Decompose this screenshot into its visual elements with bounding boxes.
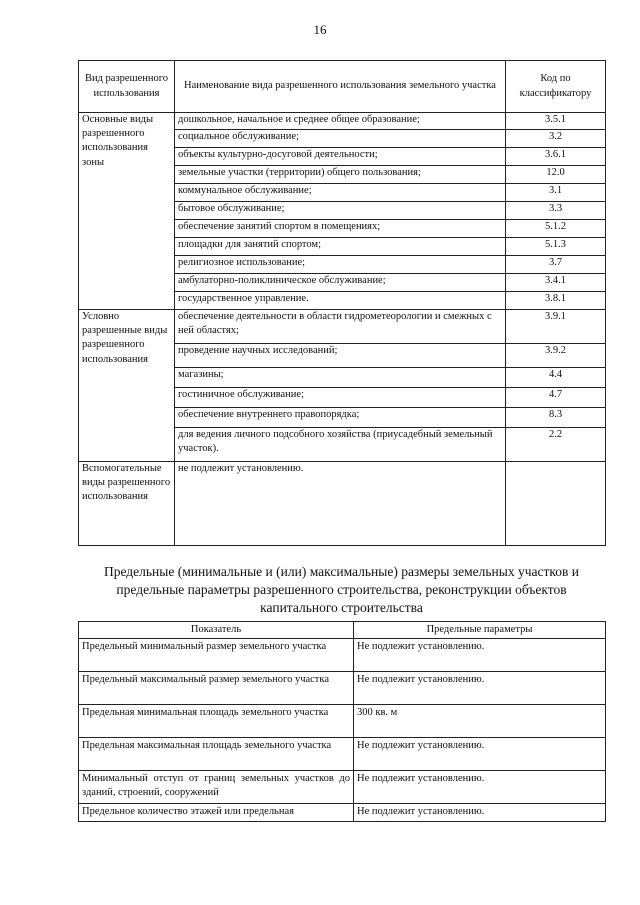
- use-code: 5.1.2: [506, 220, 606, 238]
- use-code: 3.4.1: [506, 274, 606, 292]
- use-code: 4.4: [506, 368, 606, 388]
- use-code: 3.9.1: [506, 310, 606, 344]
- use-name: обеспечение деятельности в области гидрометеорологии и смежных с ней областях;: [175, 310, 506, 344]
- limit-parameters-table: [78, 621, 606, 822]
- use-name: обеспечение внутреннего правопорядка;: [175, 408, 506, 428]
- group-type-main: Основные виды разрешенного использования зоны: [79, 113, 175, 310]
- header-code: Код по классификатору: [506, 61, 606, 113]
- indicator: Предельная максимальная площадь земельного участка: [79, 738, 354, 771]
- limit-value: Не подлежит установлению.: [354, 771, 606, 804]
- use-code: 3.1: [506, 184, 606, 202]
- header-limit-params: Предельные параметры: [354, 622, 606, 639]
- use-name: площадки для занятий спортом;: [175, 238, 506, 256]
- header-indicator: Показатель: [79, 622, 354, 639]
- limit-value: Не подлежит установлению.: [354, 639, 606, 672]
- header-use-name: Наименование вида разрешенного использования земельного участка: [175, 61, 506, 113]
- limit-value: 300 кв. м: [354, 705, 606, 738]
- limit-value: Не подлежит установлению.: [354, 804, 606, 822]
- indicator: Предельная минимальная площадь земельного участка: [79, 705, 354, 738]
- use-code: 3.3: [506, 202, 606, 220]
- indicator: Предельный максимальный размер земельного участка: [79, 672, 354, 705]
- use-name: проведение научных исследований;: [175, 344, 506, 368]
- use-name: объекты культурно-досуговой деятельности;: [175, 148, 506, 166]
- header-use-type: Вид разрешенного использования: [79, 61, 175, 113]
- use-name: для ведения личного подсобного хозяйства (приусадебный земельный участок).: [175, 428, 506, 462]
- use-code: 12.0: [506, 166, 606, 184]
- limit-value: Не подлежит установлению.: [354, 672, 606, 705]
- permitted-use-table: [78, 60, 606, 546]
- use-code: 3.8.1: [506, 292, 606, 310]
- use-name: дошкольное, начальное и среднее общее образование;: [175, 113, 506, 130]
- use-name: социальное обслуживание;: [175, 130, 506, 148]
- use-code: 3.6.1: [506, 148, 606, 166]
- use-name: обеспечение занятий спортом в помещениях;: [175, 220, 506, 238]
- use-code: 3.9.2: [506, 344, 606, 368]
- use-code: 2.2: [506, 428, 606, 462]
- use-name: государственное управление.: [175, 292, 506, 310]
- use-name: амбулаторно-поликлиническое обслуживание;: [175, 274, 506, 292]
- use-code: 3.5.1: [506, 113, 606, 130]
- use-name: земельные участки (территории) общего пользования;: [175, 166, 506, 184]
- indicator: Минимальный отступ от границ земельных участков до зданий, строений, сооружений: [79, 771, 354, 804]
- group-type-conditional: Условно разрешенные виды разрешенного использования: [79, 310, 175, 462]
- indicator: Предельный минимальный размер земельного участка: [79, 639, 354, 672]
- section-heading: Предельные (минимальные и (или) максимальные) размеры земельных участков и предельные параметры разрешенного строительства, реконструкции объектов капитального строительства: [103, 564, 579, 615]
- use-code: 8.3: [506, 408, 606, 428]
- page-number: 16: [313, 22, 327, 37]
- use-name: коммунальное обслуживание;: [175, 184, 506, 202]
- limit-value: Не подлежит установлению.: [354, 738, 606, 771]
- indicator: Предельное количество этажей или предельная: [79, 804, 354, 822]
- use-name: гостиничное обслуживание;: [175, 388, 506, 408]
- use-code: [506, 462, 606, 546]
- use-code: 4.7: [506, 388, 606, 408]
- use-code: 3.2: [506, 130, 606, 148]
- use-code: 3.7: [506, 256, 606, 274]
- use-code: 5.1.3: [506, 238, 606, 256]
- use-name: религиозное использование;: [175, 256, 506, 274]
- use-name: бытовое обслуживание;: [175, 202, 506, 220]
- use-name: не подлежит установлению.: [175, 462, 506, 546]
- group-type-auxiliary: Вспомогательные виды разрешенного использования: [79, 462, 175, 546]
- use-name: магазины;: [175, 368, 506, 388]
